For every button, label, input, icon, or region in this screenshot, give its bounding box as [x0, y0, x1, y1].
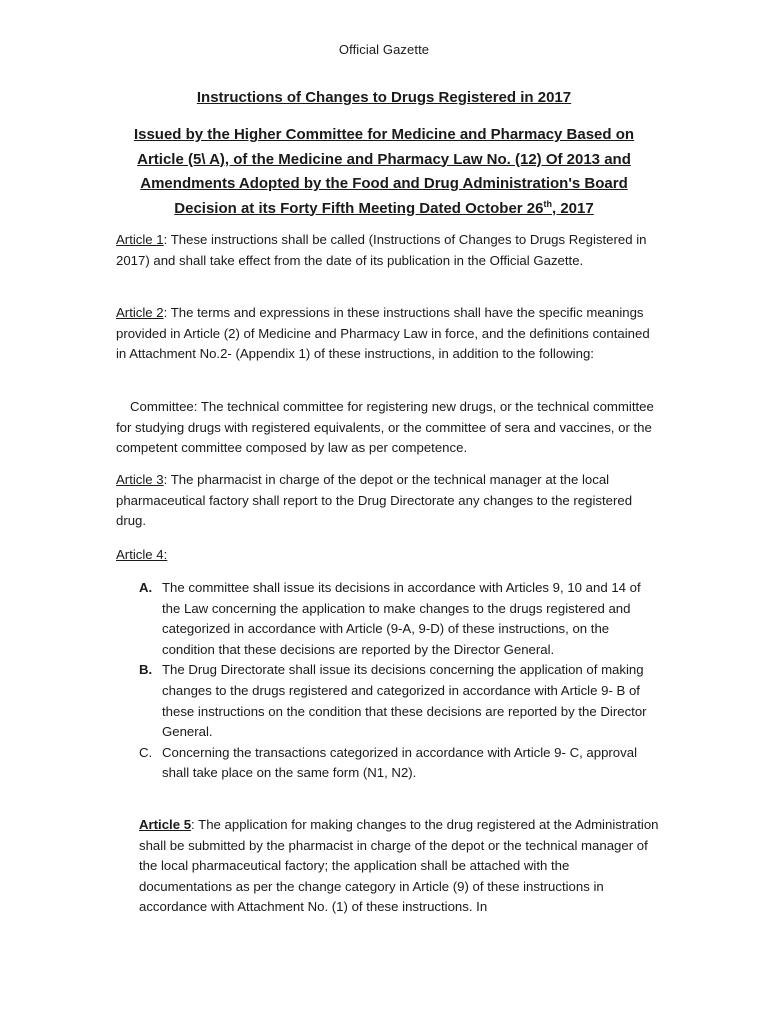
- article-1-label: Article 1: [116, 232, 164, 247]
- article-5-label: Article 5: [139, 817, 192, 832]
- article-3: [116, 470, 660, 532]
- article-2-label: Article 2: [116, 305, 164, 320]
- list-item-text: The Drug Directorate shall issue its decisions concerning the application of making changes to the drugs registered and categorized in accordance with Article 9- B of these instructions on the condition that these decisions are reported by the Director General.: [162, 662, 647, 740]
- committee-definition: Committee: The technical committee for registering new drugs, or the technical committee for studying drugs with registered equivalents, or the committee of sera and vaccines, or the competent committee composed by law as per competence.: [116, 399, 654, 456]
- article-3-label: Article 3: [116, 472, 164, 487]
- list-item: [139, 660, 657, 742]
- article-3-text: : The pharmacist in charge of the depot or the technical manager at the local pharmaceutical factory shall report to the Drug Directorate any changes to the registered drug.: [116, 472, 633, 529]
- document-subtitle: [110, 123, 658, 221]
- list-marker: C.: [139, 744, 153, 760]
- list-item-text: Concerning the transactions categorized in accordance with Article 9- C, approval shall take place on the same form (N1, N2).: [162, 744, 638, 781]
- list-item-text: The committee shall issue its decisions in accordance with Articles 9, 10 and 14 of the Law concerning the application to make changes to the drugs registered and categorized in accordance with Article (9-A, 9-D) of these instructions, on the condition that these decisions are reported by the Director General.: [162, 580, 641, 657]
- article-4-list: [139, 578, 657, 784]
- article-5: [139, 815, 659, 918]
- article-2: [116, 303, 660, 365]
- article-5-text: : The application for making changes to the drug registered at the Administration shall be submitted by the pharmacist in charge of the depot or the technical manager of the local pharmaceutical factory; the application shall be attached with the documentations as per the change category in Article (9) of these instructions in accordance with Attachment No. (1) of these instructions. In: [139, 817, 659, 915]
- article-1-text: : These instructions shall be called (Instructions of Changes to Drugs Registered in 2017) and shall take effect from the date of its publication in the Official Gazette.: [116, 232, 647, 268]
- subtitle-main: Issued by the Higher Committee for Medicine and Pharmacy Based on Article (5\ A), of the Medicine and Pharmacy Law No. (12) Of 2013 and Amendments Adopted by the Food and Drug Administration's Board Decision at its Forty Fifth Meeting Dated October 26th, 2017: [133, 126, 635, 217]
- running-header: Official Gazette: [338, 42, 430, 57]
- article-4: [116, 545, 660, 566]
- list-item: [139, 578, 657, 660]
- list-marker: A.: [139, 580, 153, 595]
- article-2-text: : The terms and expressions in these instructions shall have the specific meanings provided in Article (2) of Medicine and Pharmacy Law in force, and the definitions contained in Attachment No.2- (Appendix 1) of these instructions, in addition to the following:: [116, 305, 650, 362]
- document-title: Instructions of Changes to Drugs Registered in 2017: [196, 89, 572, 106]
- list-item: [139, 743, 657, 784]
- article-4-label: Article 4:: [116, 547, 168, 562]
- subtitle-superscript: th: [543, 198, 552, 209]
- article-1: [116, 230, 660, 271]
- list-marker: B.: [139, 662, 153, 678]
